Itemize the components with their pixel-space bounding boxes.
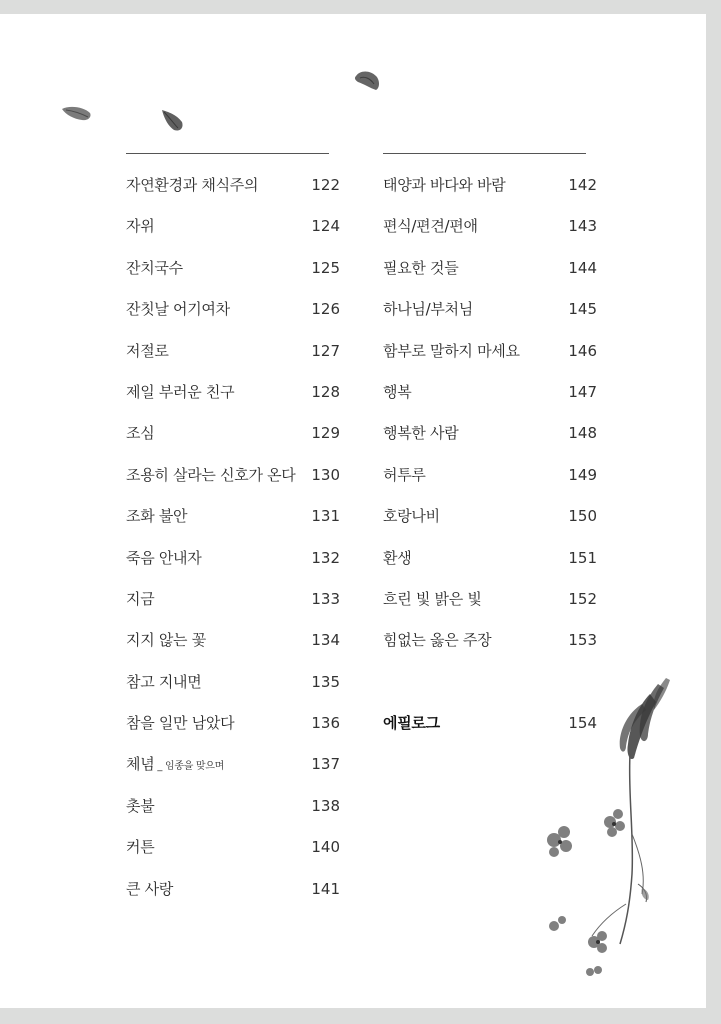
toc-entry[interactable] (126, 836, 340, 877)
toc-entry[interactable] (383, 174, 597, 215)
toc-entry[interactable] (383, 629, 597, 670)
toc-entry-page: 122 (311, 176, 340, 194)
toc-entry[interactable] (383, 215, 597, 256)
toc-entry-subtitle: _ 임종을 맞으며 (157, 761, 225, 773)
toc-entry-title: 행복 (383, 382, 412, 401)
left-column-rule (126, 153, 329, 154)
toc-entry[interactable] (126, 878, 340, 919)
toc-right-column (383, 174, 597, 753)
toc-entry-title (126, 753, 224, 778)
right-column-rule (383, 153, 586, 154)
toc-entry-title: 자연환경과 채식주의 (126, 176, 259, 194)
toc-entry[interactable] (126, 464, 340, 505)
toc-entry-page: 138 (311, 796, 340, 815)
toc-entry[interactable] (126, 671, 340, 712)
toc-entry-title: 힘없는 옳은 주장 (383, 631, 492, 650)
toc-entry-title: 태양과 바다와 바람 (383, 176, 506, 194)
toc-entry[interactable] (126, 340, 340, 381)
toc-entry-title: 저절로 (126, 341, 169, 360)
toc-entry-page: 129 (311, 424, 340, 443)
toc-entry-title: 필요한 것들 (383, 258, 459, 277)
toc-entry-page: 149 (568, 465, 597, 484)
toc-entry-title: 큰 사랑 (126, 879, 174, 898)
toc-entry-title: 커튼 (126, 838, 155, 857)
toc-entry-page: 136 (311, 714, 340, 733)
toc-entry-title: 잔칫날 어기여차 (126, 300, 230, 319)
toc-entry-title: 조용히 살라는 신호가 온다 (126, 465, 296, 484)
toc-entry[interactable] (383, 298, 597, 339)
toc-entry-title: 흐린 빛 밝은 빛 (383, 589, 482, 608)
toc-entry-title: 행복한 사람 (383, 424, 459, 443)
toc-entry-page: 152 (568, 589, 597, 608)
toc-entry-title: 허투루 (383, 465, 426, 484)
toc-entry[interactable] (383, 547, 597, 588)
toc-entry[interactable] (126, 547, 340, 588)
toc-entry-page: 132 (311, 548, 340, 567)
toc-entry-page: 125 (311, 258, 340, 277)
toc-entry[interactable] (383, 422, 597, 463)
toc-entry[interactable] (126, 257, 340, 298)
toc-entry[interactable] (126, 588, 340, 629)
toc-entry[interactable] (383, 340, 597, 381)
toc-entry-page: 148 (568, 424, 597, 443)
ink-petal-icon (352, 68, 382, 94)
toc-entry-title: 조화 불안 (126, 507, 188, 526)
toc-entry-page: 137 (311, 755, 340, 774)
toc-entry-page: 134 (311, 631, 340, 650)
toc-entry-title: 호랑나비 (383, 507, 440, 526)
toc-entry-page: 140 (311, 838, 340, 857)
toc-entry[interactable] (383, 381, 597, 422)
toc-left-column (126, 174, 340, 919)
toc-entry-title: 환생 (383, 548, 412, 567)
toc-entry[interactable] (126, 795, 340, 836)
toc-entry-page: 126 (311, 300, 340, 319)
toc-entry[interactable] (383, 505, 597, 546)
toc-entry-page: 131 (311, 507, 340, 526)
toc-entry-page: 141 (311, 879, 340, 898)
ink-flower-branch-icon (530, 674, 700, 994)
toc-entry[interactable] (126, 174, 340, 215)
toc-entry-title: 제일 부러운 친구 (126, 382, 235, 401)
toc-entry[interactable] (383, 257, 597, 298)
toc-entry-title: 조심 (126, 424, 155, 443)
toc-entry-page: 146 (568, 341, 597, 360)
toc-entry-page: 143 (568, 217, 597, 236)
toc-entry-page: 135 (311, 672, 340, 691)
toc-entry-title: 지지 않는 꽃 (126, 631, 206, 650)
toc-entry-title: 지금 (126, 589, 155, 608)
toc-entry-title: 촛불 (126, 796, 155, 815)
toc-entry-page: 142 (568, 176, 597, 194)
book-page (0, 14, 706, 1008)
toc-entry-page: 151 (568, 548, 597, 567)
toc-entry-title: 편식/편견/편애 (383, 217, 478, 236)
toc-entry[interactable] (126, 381, 340, 422)
toc-entry-title: 죽음 안내자 (126, 548, 202, 567)
ink-petal-icon (60, 103, 94, 125)
toc-entry[interactable] (383, 464, 597, 505)
toc-entry-page: 145 (568, 300, 597, 319)
toc-entry-page: 133 (311, 589, 340, 608)
toc-entry[interactable] (126, 629, 340, 670)
toc-entry[interactable] (126, 753, 340, 794)
toc-entry-page: 150 (568, 507, 597, 526)
toc-entry-title: 참고 지내면 (126, 672, 202, 691)
toc-entry-title: 에필로그 (383, 714, 440, 733)
toc-entry-title: 자위 (126, 217, 155, 236)
toc-entry-title: 참을 일만 남았다 (126, 714, 235, 733)
toc-entry[interactable] (383, 588, 597, 629)
toc-entry-page: 124 (311, 217, 340, 236)
toc-entry-title: 하나님/부처님 (383, 300, 473, 319)
toc-entry-main-title: 체념 (126, 755, 155, 774)
toc-entry[interactable] (126, 422, 340, 463)
toc-entry-page: 130 (311, 465, 340, 484)
toc-entry-page: 128 (311, 382, 340, 401)
toc-entry[interactable] (126, 712, 340, 753)
toc-entry[interactable] (126, 298, 340, 339)
toc-entry[interactable] (126, 505, 340, 546)
toc-entry-page: 147 (568, 382, 597, 401)
toc-entry-page: 154 (568, 714, 597, 733)
toc-entry-title: 함부로 말하지 마세요 (383, 341, 520, 360)
ink-petal-icon (158, 106, 186, 134)
toc-entry-page: 127 (311, 341, 340, 360)
toc-entry-page: 153 (568, 631, 597, 650)
toc-entry[interactable] (126, 215, 340, 256)
toc-entry-title: 잔치국수 (126, 258, 183, 277)
toc-entry-page: 144 (568, 258, 597, 277)
